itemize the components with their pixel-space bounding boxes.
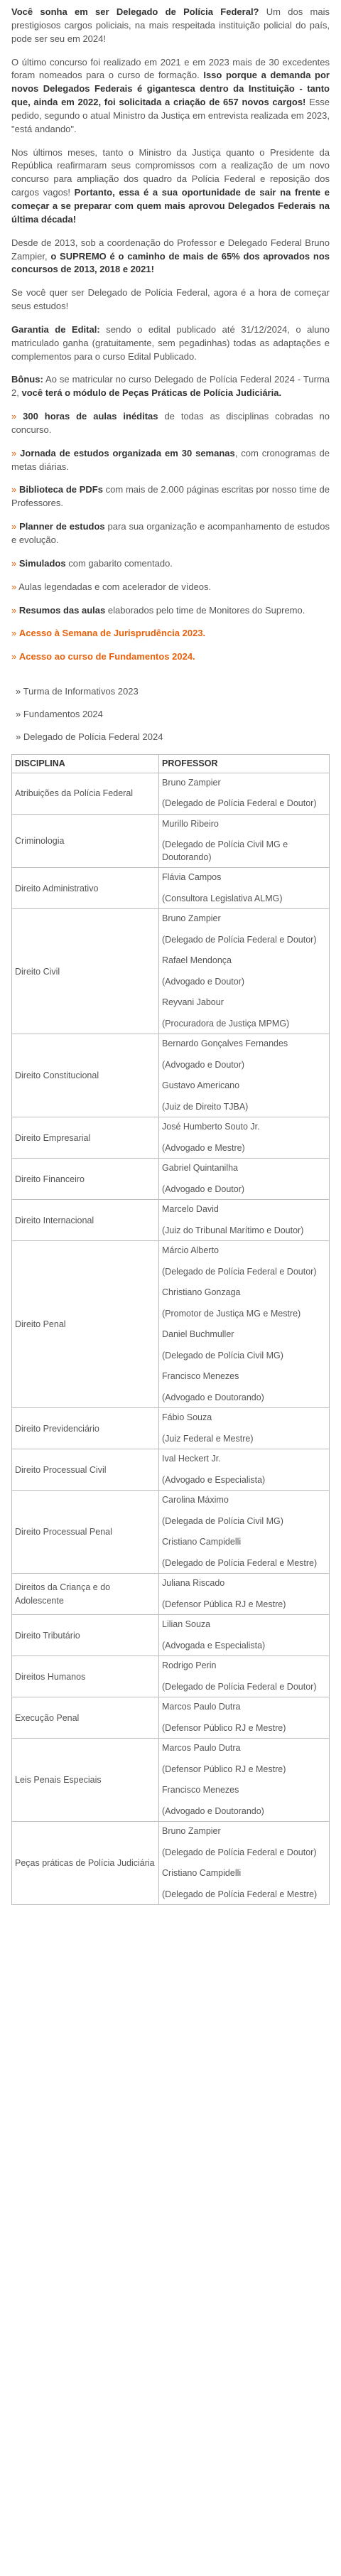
- professor-cell: [159, 1491, 330, 1574]
- table-row: [12, 773, 330, 814]
- professor-cell: [159, 773, 330, 814]
- professor-name: Rodrigo Perin: [162, 1660, 217, 1671]
- professor-name: Marcos Paulo Dutra: [162, 1702, 241, 1712]
- professor-cell: [159, 1739, 330, 1822]
- discipline-cell: Direito Processual Civil: [12, 1449, 159, 1491]
- benefit-item: [11, 604, 330, 618]
- discipline-cell: Criminologia: [12, 814, 159, 868]
- professor-name: Bruno Zampier: [162, 1826, 221, 1837]
- professor-cell: [159, 868, 330, 909]
- professor-name: Bruno Zampier: [162, 913, 221, 924]
- intro-highlight: Portanto, essa é a sua oportunidade de sair na frente e começar a se preparar com quem mais aprovou Delegados Federais na última década!: [11, 187, 330, 225]
- discipline-cell: Peças práticas de Polícia Judiciária: [12, 1822, 159, 1905]
- discipline-cell: Leis Penais Especiais: [12, 1739, 159, 1822]
- benefit-item: [11, 447, 330, 474]
- professor-name: Ival Heckert Jr.: [162, 1454, 221, 1464]
- table-row: [12, 1822, 330, 1905]
- related-course-link[interactable]: » Delegado de Polícia Federal 2024: [16, 731, 163, 742]
- arrow-icon: »: [11, 557, 17, 569]
- arrow-icon: »: [11, 447, 17, 458]
- discipline-cell: Atribuições da Polícia Federal: [12, 773, 159, 814]
- benefit-text: elaborados pelo time de Monitores do Supremo.: [105, 604, 305, 616]
- professor-credentials: (Delegado de Polícia Federal e Mestre): [162, 1557, 318, 1568]
- intro-highlight: Isso porque a demanda por novos Delegados Federais é gigantesca dentro da Instituição - tanto que, ainda em 2022, foi solicitada a criação de 657 novos cargos!: [11, 70, 330, 108]
- benefit-highlight: Acesso à Semana de Jurisprudência 2023.: [18, 628, 206, 639]
- arrow-icon: »: [11, 484, 17, 495]
- professor-credentials: (Advogado e Doutorando): [162, 1392, 264, 1402]
- arrow-icon: »: [11, 411, 17, 422]
- professor-credentials: (Delegado de Polícia Federal e Doutor): [162, 934, 317, 945]
- discipline-cell: Direito Previdenciário: [12, 1408, 159, 1449]
- professor-name: Marcos Paulo Dutra: [162, 1743, 241, 1754]
- header-professor: PROFESSOR: [159, 754, 330, 773]
- professor-cell: [159, 909, 330, 1034]
- intro-highlight: o SUPREMO é o caminho de mais de 65% dos aprovados nos concursos de 2013, 2018 e 2021!: [11, 250, 330, 275]
- intro-paragraph-3: [11, 146, 330, 227]
- table-header-row: [12, 754, 330, 773]
- professor-credentials: (Advogado e Doutor): [162, 976, 245, 987]
- professor-name: Rafael Mendonça: [162, 955, 232, 966]
- professor-cell: [159, 1822, 330, 1905]
- table-row: [12, 1449, 330, 1491]
- course-description: [11, 6, 330, 664]
- benefit-item: [11, 520, 330, 547]
- discipline-cell: Direito Empresarial: [12, 1117, 159, 1159]
- professor-credentials: (Advogado e Doutorando): [162, 1805, 264, 1816]
- professor-credentials: (Delegado de Polícia Federal e Doutor): [162, 1847, 317, 1857]
- professor-credentials: (Delegado de Polícia Federal e Mestre): [162, 1889, 318, 1899]
- professor-credentials: (Procuradora de Justiça MPMG): [162, 1018, 290, 1029]
- professor-credentials: (Advogado e Doutor): [162, 1184, 245, 1194]
- table-row: [12, 1491, 330, 1574]
- bonus-highlight: você terá o módulo de Peças Práticas de Polícia Judiciária.: [21, 387, 282, 399]
- professor-name: Carolina Máximo: [162, 1495, 229, 1506]
- benefit-highlight: Acesso ao curso de Fundamentos 2024.: [18, 651, 195, 662]
- benefit-text: Aulas legendadas e com acelerador de vídeos.: [18, 581, 212, 592]
- benefit-text: de todas as disciplinas cobradas no concurso.: [11, 411, 330, 435]
- professor-credentials: (Delegado de Polícia Civil MG e Doutorando): [162, 839, 288, 862]
- intro-headline: Você sonha em ser Delegado de Polícia Federal?: [11, 6, 259, 17]
- discipline-cell: Direito Civil: [12, 909, 159, 1034]
- professor-cell: [159, 814, 330, 868]
- professor-credentials: (Delegado de Polícia Federal e Doutor): [162, 798, 317, 809]
- table-row: [12, 1034, 330, 1117]
- discipline-cell: Direitos Humanos: [12, 1656, 159, 1697]
- discipline-cell: Execução Penal: [12, 1697, 159, 1739]
- benefit-text: , com cronogramas de metas diárias.: [11, 447, 330, 472]
- arrow-icon: »: [11, 581, 17, 592]
- professor-name: Christiano Gonzaga: [162, 1287, 241, 1298]
- professor-name: Cristiano Campidelli: [162, 1868, 242, 1879]
- benefit-highlight: 300 horas de aulas inéditas: [23, 411, 158, 422]
- professor-name: Daniel Buchmuller: [162, 1329, 234, 1340]
- intro-paragraph-1: [11, 6, 330, 46]
- benefit-highlight: Biblioteca de PDFs: [18, 484, 103, 495]
- header-disciplina: DISCIPLINA: [12, 754, 159, 773]
- benefit-text: com mais de 2.000 páginas escritas por nosso time de Professores.: [11, 484, 330, 509]
- arrow-icon: »: [11, 604, 17, 616]
- table-row: [12, 1574, 330, 1615]
- professor-credentials: (Juiz do Tribunal Marítimo e Doutor): [162, 1225, 304, 1235]
- bonus-note: [11, 373, 330, 400]
- professor-cell: [159, 1656, 330, 1697]
- related-courses-list: [16, 685, 330, 744]
- professor-credentials: (Defensor Público RJ e Mestre): [162, 1764, 286, 1774]
- professor-cell: [159, 1697, 330, 1739]
- guarantee-label: Garantia de Edital:: [11, 323, 100, 335]
- professor-credentials: (Delegada de Polícia Civil MG): [162, 1515, 283, 1526]
- professor-name: Gabriel Quintanilha: [162, 1163, 239, 1174]
- professor-credentials: (Advogado e Mestre): [162, 1142, 245, 1153]
- discipline-cell: Direitos da Criança e do Adolescente: [12, 1574, 159, 1615]
- benefit-item: [11, 650, 330, 664]
- arrow-icon: »: [11, 628, 17, 639]
- professor-cell: [159, 1574, 330, 1615]
- discipline-cell: Direito Constitucional: [12, 1034, 159, 1117]
- professor-credentials: (Delegado de Polícia Federal e Doutor): [162, 1266, 317, 1277]
- discipline-cell: Direito Internacional: [12, 1200, 159, 1241]
- intro-text: O último concurso foi realizado em 2021 e em 2023 mais de 30 excedentes foram nomeados para o curso de formação.: [11, 56, 330, 81]
- professor-name: Bruno Zampier: [162, 777, 221, 788]
- intro-text: Esse pedido, segundo o atual Ministro da Justiça em entrevista realizada em 2023, "está andando".: [11, 97, 330, 134]
- table-row: [12, 1159, 330, 1200]
- professor-name: Francisco Menezes: [162, 1785, 239, 1796]
- professor-name: Márcio Alberto: [162, 1245, 219, 1256]
- professor-name: Marcelo David: [162, 1204, 219, 1215]
- professor-credentials: (Juiz de Direito TJBA): [162, 1101, 249, 1112]
- intro-paragraph-2: [11, 56, 330, 136]
- professor-credentials: (Juiz Federal e Mestre): [162, 1433, 254, 1444]
- professor-name: Juliana Riscado: [162, 1578, 225, 1589]
- professor-credentials: (Defensor Pública RJ e Mestre): [162, 1599, 286, 1609]
- related-course-link[interactable]: » Fundamentos 2024: [16, 708, 103, 719]
- professor-credentials: (Consultora Legislativa ALMG): [162, 893, 283, 903]
- benefit-highlight: Resumos das aulas: [18, 604, 106, 616]
- professor-credentials: (Advogada e Especialista): [162, 1640, 266, 1651]
- benefit-item: [11, 410, 330, 437]
- benefit-text: com gabarito comentado.: [65, 557, 173, 569]
- guarantee-note: [11, 323, 330, 364]
- professor-cell: [159, 1034, 330, 1117]
- intro-text: Desde de 2013, sob a coordenação do Professor e Delegado Federal Bruno Zampier,: [11, 237, 330, 262]
- professor-name: Reyvani Jabour: [162, 997, 224, 1008]
- professor-credentials: (Defensor Público RJ e Mestre): [162, 1722, 286, 1733]
- discipline-cell: Direito Financeiro: [12, 1159, 159, 1200]
- professor-cell: [159, 1200, 330, 1241]
- bonus-label: Bônus:: [11, 374, 43, 385]
- professor-name: Flávia Campos: [162, 872, 222, 883]
- professor-cell: [159, 1449, 330, 1491]
- discipline-cell: Direito Administrativo: [12, 868, 159, 909]
- professor-cell: [159, 1615, 330, 1656]
- professor-credentials: (Advogado e Doutor): [162, 1059, 245, 1070]
- arrow-icon: »: [11, 651, 17, 662]
- professor-credentials: (Delegado de Polícia Federal e Doutor): [162, 1681, 317, 1692]
- professor-name: Cristiano Campidelli: [162, 1537, 242, 1547]
- benefit-item: [11, 581, 330, 594]
- related-course-link[interactable]: » Turma de Informativos 2023: [16, 686, 139, 697]
- guarantee-text: sendo o edital publicado até 31/12/2024, o aluno matriculado ganha (gratuitamente, sem pegadinhas) todas as adaptações e complementos para o curso Edital Publicado.: [11, 323, 330, 362]
- professor-name: Bernardo Gonçalves Fernandes: [162, 1039, 288, 1049]
- bonus-text: Ao se matricular no curso Delegado de Polícia Federal 2024 - Turma 2,: [11, 374, 330, 399]
- discipline-cell: Direito Tributário: [12, 1615, 159, 1656]
- professor-name: Fábio Souza: [162, 1412, 212, 1423]
- table-row: [12, 1117, 330, 1159]
- professor-cell: [159, 1241, 330, 1408]
- professor-name: Murillo Ribeiro: [162, 818, 219, 829]
- arrow-icon: »: [11, 521, 17, 532]
- intro-paragraph-4: [11, 237, 330, 277]
- intro-text: Nos últimos meses, tanto o Ministro da Justiça quanto o Presidente da República reafirmaram seus compromissos com a realização de um novo concurso para ampliação dos quadro da Polícia Federal e reposição dos cargos vagos!: [11, 146, 330, 198]
- benefit-text: para sua organização e acompanhamento de estudos e evolução.: [11, 521, 330, 545]
- faculty-table-body: [12, 773, 330, 1905]
- benefit-item: [11, 557, 330, 571]
- professor-name: Lilian Souza: [162, 1619, 211, 1630]
- benefit-item: [11, 483, 330, 510]
- discipline-cell: Direito Penal: [12, 1241, 159, 1408]
- table-row: [12, 868, 330, 909]
- professor-credentials: (Delegado de Polícia Civil MG): [162, 1350, 283, 1361]
- benefit-highlight: Jornada de estudos organizada em 30 semanas: [20, 447, 235, 458]
- benefit-highlight: Planner de estudos: [19, 521, 105, 532]
- benefit-highlight: Simulados: [18, 557, 66, 569]
- professor-cell: [159, 1117, 330, 1159]
- professor-cell: [159, 1159, 330, 1200]
- professor-name: Gustavo Americano: [162, 1080, 240, 1091]
- discipline-cell: Direito Processual Penal: [12, 1491, 159, 1574]
- table-row: [12, 1697, 330, 1739]
- professor-name: José Humberto Souto Jr.: [162, 1122, 260, 1132]
- table-row: [12, 1408, 330, 1449]
- professor-cell: [159, 1408, 330, 1449]
- table-row: [12, 814, 330, 868]
- intro-text: Um dos mais prestigiosos cargos policiais, na mais respeitada instituição policial do país, pode ser seu em 2024!: [11, 6, 330, 44]
- table-row: [12, 909, 330, 1034]
- professor-credentials: (Advogado e Especialista): [162, 1474, 266, 1485]
- professor-name: Francisco Menezes: [162, 1371, 239, 1382]
- table-row: [12, 1739, 330, 1822]
- table-row: [12, 1615, 330, 1656]
- benefit-item: [11, 627, 330, 640]
- intro-paragraph-5: Se você quer ser Delegado de Polícia Federal, agora é a hora de começar seus estudos!: [11, 287, 330, 312]
- faculty-table: [11, 754, 330, 1906]
- table-row: [12, 1200, 330, 1241]
- table-row: [12, 1656, 330, 1697]
- table-row: [12, 1241, 330, 1408]
- professor-credentials: (Promotor de Justiça MG e Mestre): [162, 1308, 301, 1319]
